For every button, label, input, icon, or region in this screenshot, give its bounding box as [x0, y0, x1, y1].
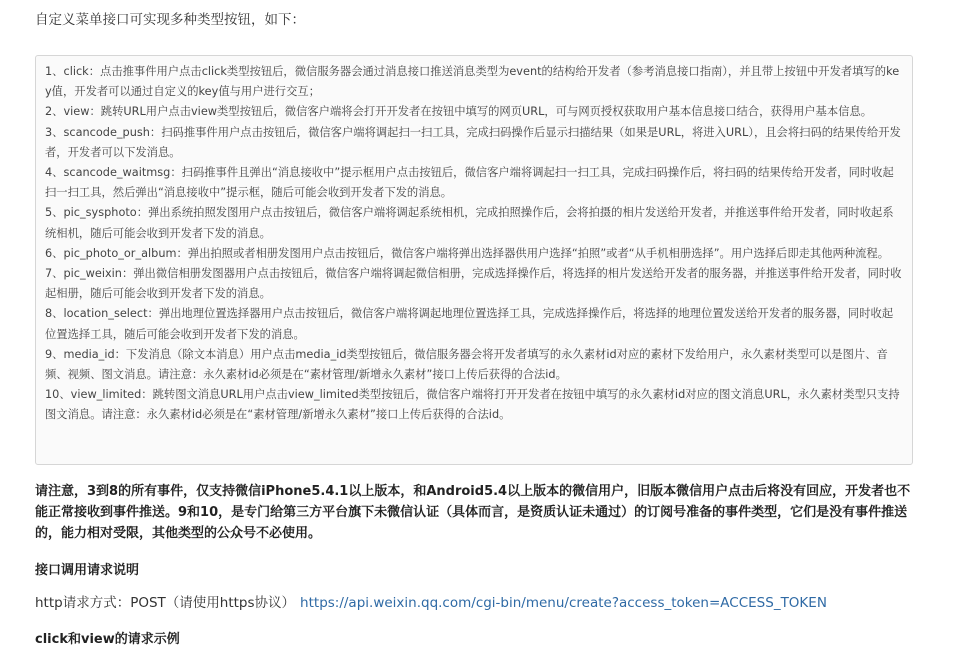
list-item-pic-weixin: 7、pic_weixin：弹出微信相册发图器用户点击按钮后，微信客户端将调起微信相册，完成选择操作后，将选择的相片发送给开发者的服务器，并推送事件给开发者，同时收起相册，随后可能会收到开发者下发的消息。 — [45, 267, 902, 301]
list-item-pic-sysphoto: 5、pic_sysphoto：弹出系统拍照发图用户点击按钮后，微信客户端将调起系统相机，完成拍照操作后，会将拍摄的相片发送给开发者，并推送事件给开发者，同时收起系统相机，随后可能会收到开发者下发的消息。 — [45, 206, 894, 240]
list-item-media-id: 9、media_id：下发消息（除文本消息）用户点击media_id类型按钮后，微信服务器会将开发者填写的永久素材id对应的素材下发给用户，永久素材类型可以是图片、音频、视频、图文消息。请注意：永久素材id必须是在“素材管理/新增永久素材”接口上传后获得的合法id。 — [45, 347, 888, 382]
example-heading: click和view的请求示例 — [35, 632, 180, 647]
api-url-link[interactable]: https://api.weixin.qq.com/cgi-bin/menu/create?access_token=ACCESS_TOKEN — [300, 595, 827, 611]
intro-text: 自定义菜单接口可实现多种类型按钮，如下： — [35, 12, 305, 28]
list-item-view: 2、view：跳转URL用户点击view类型按钮后，微信客户端将会打开开发者在按钮中填写的网页URL，可与网页授权获取用户基本信息接口结合，获得用户基本信息。 — [45, 105, 873, 119]
list-item-view-limited: 10、view_limited：跳转图文消息URL用户点击view_limited类型按钮后，微信客户端将打开开发者在按钮中填写的永久素材id对应的图文消息URL，永久素材类型只支持图文消息。请注意：永久素材id必须是在“素材管理/新增永久素材”接口上传后获得的合法id。 — [45, 388, 900, 422]
list-item-location-select: 8、location_select：弹出地理位置选择器用户点击按钮后，微信客户端将调起地理位置选择工具，完成选择操作后，将选择的地理位置发送给开发者的服务器，同时收起位置选择工具，随后可能会收到开发者下发的消息。 — [45, 307, 894, 341]
button-types-code-block — [35, 55, 913, 465]
list-item-pic-photo-or-album: 6、pic_photo_or_album：弹出拍照或者相册发图用户点击按钮后，微信客户端将弹出选择器供用户选择“拍照”或者“从手机相册选择”。用户选择后即走其他两种流程。 — [45, 246, 890, 260]
http-method-label: http请求方式：POST（请使用https协议） — [35, 595, 296, 611]
version-notice: 请注意，3到8的所有事件，仅支持微信iPhone5.4.1以上版本，和Android5.4以上版本的微信用户，旧版本微信用户点击后将没有回应，开发者也不能正常接收到事件推送。9和10，是专门给第三方平台旗下未微信认证（具体而言，是资质认证未通过）的订阅号准备的事件类型，它们是没有事件推送的，能力相对受限，其他类型的公众号不必使用。 — [35, 484, 911, 541]
http-method-line — [35, 593, 827, 613]
list-item-scancode-push: 3、scancode_push：扫码推事件用户点击按钮后，微信客户端将调起扫一扫工具，完成扫码操作后显示扫描结果（如果是URL，将进入URL），且会将扫码的结果传给开发者，开发者可以下发消息。 — [45, 125, 901, 159]
request-heading: 接口调用请求说明 — [35, 563, 140, 578]
list-item-click: 1、click：点击推事件用户点击click类型按钮后，微信服务器会通过消息接口推送消息类型为event的结构给开发者（参考消息接口指南），并且带上按钮中开发者填写的key值，开发者可以通过自定义的key值与用户进行交互； — [45, 65, 900, 99]
list-item-scancode-waitmsg: 4、scancode_waitmsg：扫码推事件且弹出“消息接收中”提示框用户点击按钮后，微信客户端将调起扫一扫工具，完成扫码操作后，将扫码的结果传给开发者，同时收起扫一扫工具，然后弹出“消息接收中”提示框，随后可能会收到开发者下发的消息。 — [45, 166, 894, 200]
